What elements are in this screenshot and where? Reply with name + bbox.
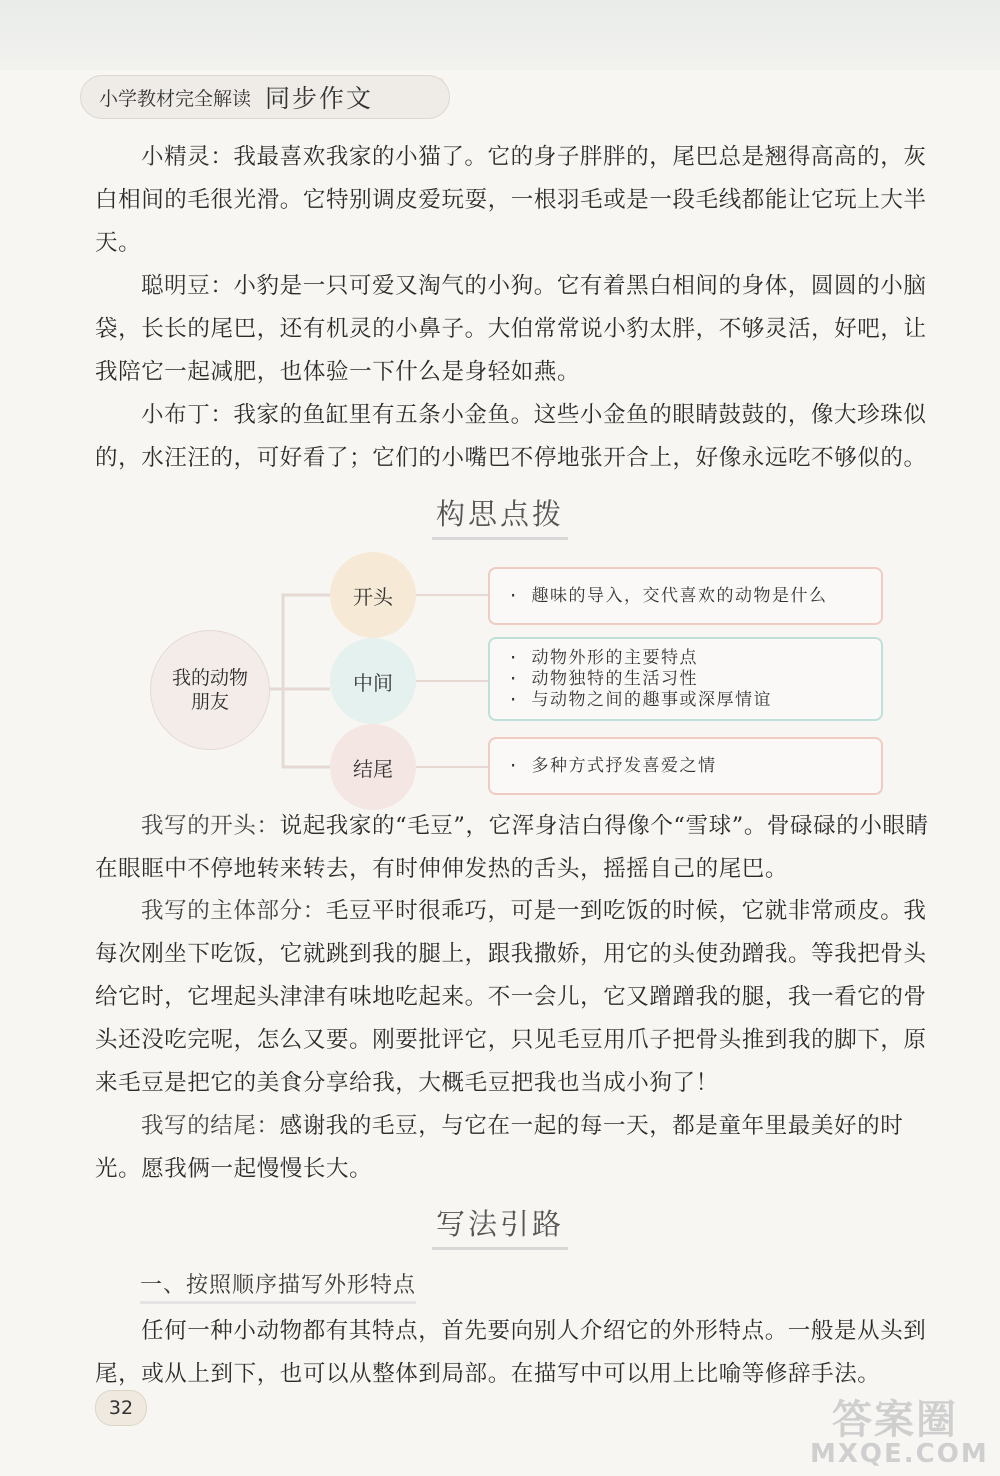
mind-map-node-opening	[330, 552, 416, 638]
header-band	[0, 0, 1000, 70]
speaker-name: 小精灵	[141, 144, 211, 170]
dialogue-text: 小豹是一只可爱又淘气的小狗。它有着黑白相间的身体，圆圆的小脑袋，长长的尾巴，还有机灵的小鼻子。大伯常常说小豹太胖，不够灵活，好吧，让我陪它一起减肥，也体验一下什么是身轻如燕。	[95, 273, 927, 385]
colon: ：	[210, 273, 234, 299]
section-title	[0, 1202, 1000, 1250]
sub-heading: 一、按照顺序描写外形特点	[140, 1268, 416, 1304]
running-header	[80, 75, 450, 119]
mind-map-center	[150, 630, 270, 750]
mind-map-box-ending	[488, 737, 883, 795]
box-item: · 多种方式抒发喜爱之情	[508, 756, 863, 777]
watermark-logo	[810, 1388, 989, 1469]
section-title-text: 写法引路	[432, 1202, 568, 1250]
header-title: 同步作文	[265, 84, 374, 113]
node-label: 开头	[353, 584, 393, 609]
node-label: 结尾	[353, 756, 393, 781]
dialogue-text: 我最喜欢我家的小猫了。它的身子胖胖的，尾巴总是翘得高高的，灰白相间的毛很光滑。它特别调皮爱玩耍，一根羽毛或是一段毛线都能让它玩上大半天。	[95, 144, 927, 256]
sample-text: 说起我家的“毛豆”，它浑身洁白得像个“雪球”。骨碌碌的小眼睛在眼眶中不停地转来转去，有时伸伸发热的舌头，摇摇自己的尾巴。	[95, 813, 929, 882]
section-title	[0, 492, 1000, 540]
dialogue-text: 我家的鱼缸里有五条小金鱼。这些小金鱼的眼睛鼓鼓的，像大珍珠似的，水汪汪的，可好看了；它们的小嘴巴不停地张开合上，好像永远吃不够似的。	[95, 402, 927, 471]
box-item: · 动物外形的主要特点	[508, 648, 863, 669]
sample-label: 我写的开头：	[141, 813, 280, 839]
final-paragraph: 任何一种小动物都有其特点，首先要向别人介绍它的外形特点。一般是从头到尾，或从上到下，也可以从整体到局部。在描写中可以用上比喻等修辞手法。	[95, 1318, 927, 1387]
page-number: 32	[95, 1390, 147, 1426]
watermark-line: 答案圈	[832, 1397, 958, 1443]
mind-map-node-ending	[330, 724, 416, 810]
node-label: 中间	[353, 670, 393, 695]
watermark-line: MXQE.COM	[810, 1439, 989, 1469]
sample-text: 毛豆平时很乖巧，可是一到吃饭的时候，它就非常顽皮。我每次刚坐下吃饭，它就跳到我的腿上，跟我撒娇，用它的头使劲蹭我。等我把骨头给它时，它埋起头津津有味地吃起来。不一会儿，它又蹭蹭我的腿，我一看它的骨头还没吃完呢，怎么又要。刚要批评它，只见毛豆用爪子把骨头推到我的脚下，原来毛豆是把它的美食分享给我，大概毛豆把我也当成小狗了！	[95, 898, 927, 1096]
header-series: 小学教材完全解读	[99, 87, 252, 110]
dialogue-paragraph	[95, 136, 945, 265]
mind-map-node-middle	[330, 638, 416, 724]
mind-map-box-middle	[488, 637, 883, 721]
sample-body	[95, 890, 945, 1105]
speaker-name: 小布丁	[141, 402, 211, 428]
colon: ：	[210, 402, 234, 428]
sample-label: 我写的主体部分：	[141, 898, 326, 924]
box-item: · 动物独特的生活习性	[508, 669, 863, 690]
sample-label: 我写的结尾：	[141, 1113, 280, 1139]
mind-map-box-opening	[488, 567, 883, 625]
sample-ending	[95, 1105, 945, 1191]
speaker-name: 聪明豆	[141, 273, 211, 299]
mind-map	[145, 555, 890, 805]
sample-text: 感谢我的毛豆，与它在一起的每一天，都是童年里最美好的时光。愿我俩一起慢慢长大。	[95, 1113, 904, 1182]
sample-opening	[95, 805, 945, 891]
box-item: · 趣味的导入，交代喜欢的动物是什么	[508, 586, 863, 607]
mind-map-center-label: 我的动物朋友	[171, 667, 248, 713]
dialogue-paragraph	[95, 265, 945, 394]
section-title-text: 构思点拨	[432, 492, 568, 540]
dialogue-paragraph	[95, 394, 945, 480]
box-item: · 与动物之间的趣事或深厚情谊	[508, 690, 863, 711]
colon: ：	[210, 144, 234, 170]
